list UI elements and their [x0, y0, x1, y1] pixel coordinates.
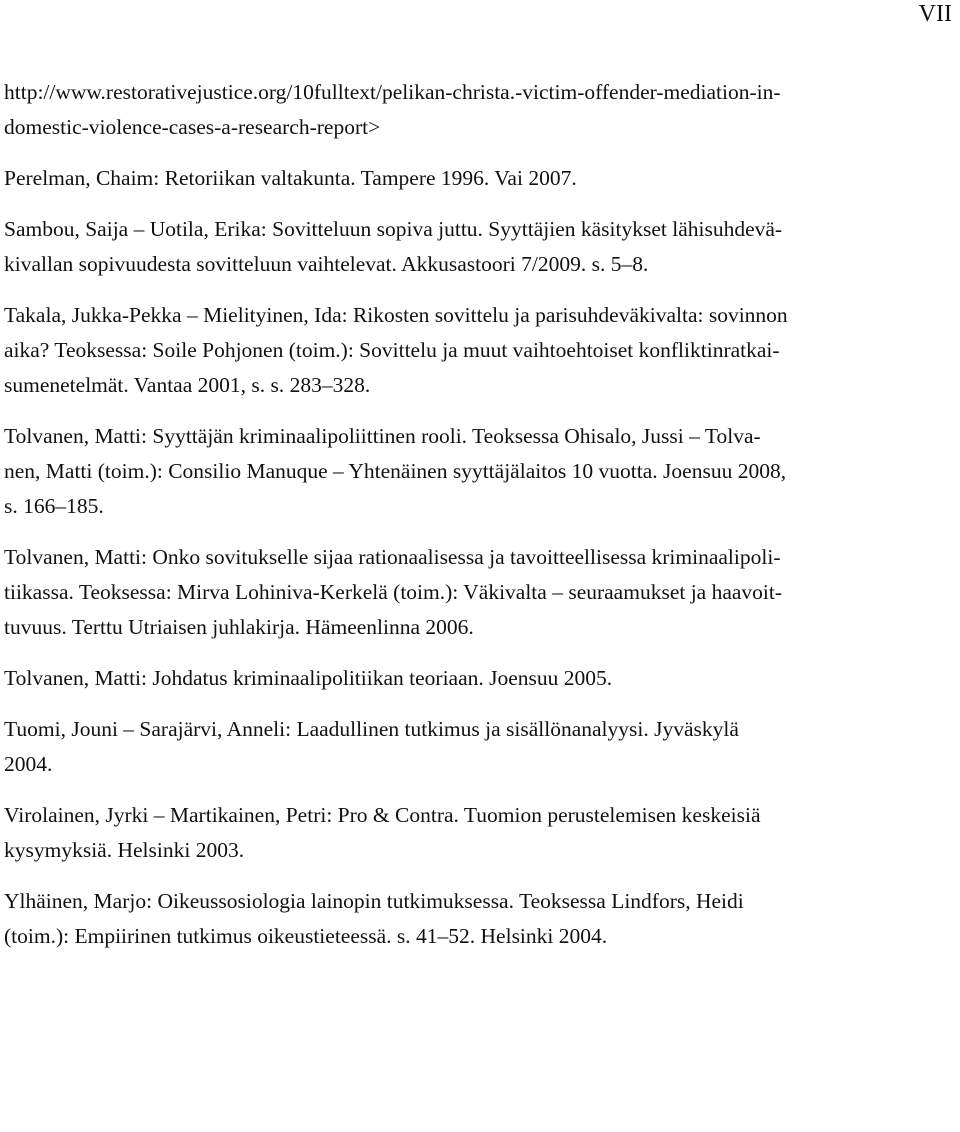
reference-entry: [4, 161, 956, 196]
reference-line: domestic-violence-cases-a-research-report>: [4, 115, 381, 139]
reference-line: Tuomi, Jouni – Sarajärvi, Anneli: Laadullinen tutkimus ja sisällönanalyysi. Jyväskylä: [4, 717, 739, 741]
reference-line: Takala, Jukka-Pekka – Mielityinen, Ida: Rikosten sovittelu ja parisuhdeväkivalta: sovinnon: [4, 303, 788, 327]
reference-line: Tolvanen, Matti: Syyttäjän kriminaalipoliittinen rooli. Teoksessa Ohisalo, Jussi – Tolva-: [4, 424, 761, 448]
reference-entry: [4, 540, 956, 645]
reference-line: sumenetelmät. Vantaa 2001, s. s. 283–328.: [4, 373, 371, 397]
reference-entry: [4, 884, 956, 954]
reference-line: 2004.: [4, 752, 53, 776]
reference-line: s. 166–185.: [4, 494, 104, 518]
reference-entry: [4, 298, 956, 403]
reference-line: nen, Matti (toim.): Consilio Manuque – Yhtenäinen syyttäjälaitos 10 vuotta. Joensuu 2008,: [4, 459, 787, 483]
reference-line: Perelman, Chaim: Retoriikan valtakunta. Tampere 1996. Vai 2007.: [4, 166, 577, 190]
reference-line: aika? Teoksessa: Soile Pohjonen (toim.): Sovittelu ja muut vaihtoehtoiset konfliktinratkai-: [4, 338, 780, 362]
reference-line: (toim.): Empiirinen tutkimus oikeustieteessä. s. 41–52. Helsinki 2004.: [4, 924, 608, 948]
reference-line: tuvuus. Terttu Utriaisen juhlakirja. Hämeenlinna 2006.: [4, 615, 474, 639]
reference-entry: [4, 661, 956, 696]
reference-line: Virolainen, Jyrki – Martikainen, Petri: Pro & Contra. Tuomion perustelemisen keskeisiä: [4, 803, 761, 827]
reference-line: Sambou, Saija – Uotila, Erika: Sovitteluun sopiva juttu. Syyttäjien käsitykset lähisuhdevä-: [4, 217, 783, 241]
reference-entry: [4, 798, 956, 868]
reference-line: Tolvanen, Matti: Johdatus kriminaalipolitiikan teoriaan. Joensuu 2005.: [4, 666, 613, 690]
page-number: VII: [918, 1, 952, 27]
reference-entry: [4, 712, 956, 782]
reference-list: [4, 75, 956, 954]
reference-line: http://www.restorativejustice.org/10fulltext/pelikan-christa.-victim-offender-mediation-in-: [4, 80, 781, 104]
reference-line: Ylhäinen, Marjo: Oikeussosiologia lainopin tutkimuksessa. Teoksessa Lindfors, Heidi: [4, 889, 744, 913]
reference-line: tiikassa. Teoksessa: Mirva Lohiniva-Kerkelä (toim.): Väkivalta – seuraamukset ja haavoit-: [4, 580, 783, 604]
reference-entry: [4, 75, 956, 145]
reference-line: Tolvanen, Matti: Onko sovitukselle sijaa rationaalisessa ja tavoitteellisessa kriminaalipoli-: [4, 545, 781, 569]
reference-line: kivallan sopivuudesta sovitteluun vaihtelevat. Akkusastoori 7/2009. s. 5–8.: [4, 252, 649, 276]
reference-entry: [4, 419, 956, 524]
reference-entry: [4, 212, 956, 282]
reference-line: kysymyksiä. Helsinki 2003.: [4, 838, 245, 862]
